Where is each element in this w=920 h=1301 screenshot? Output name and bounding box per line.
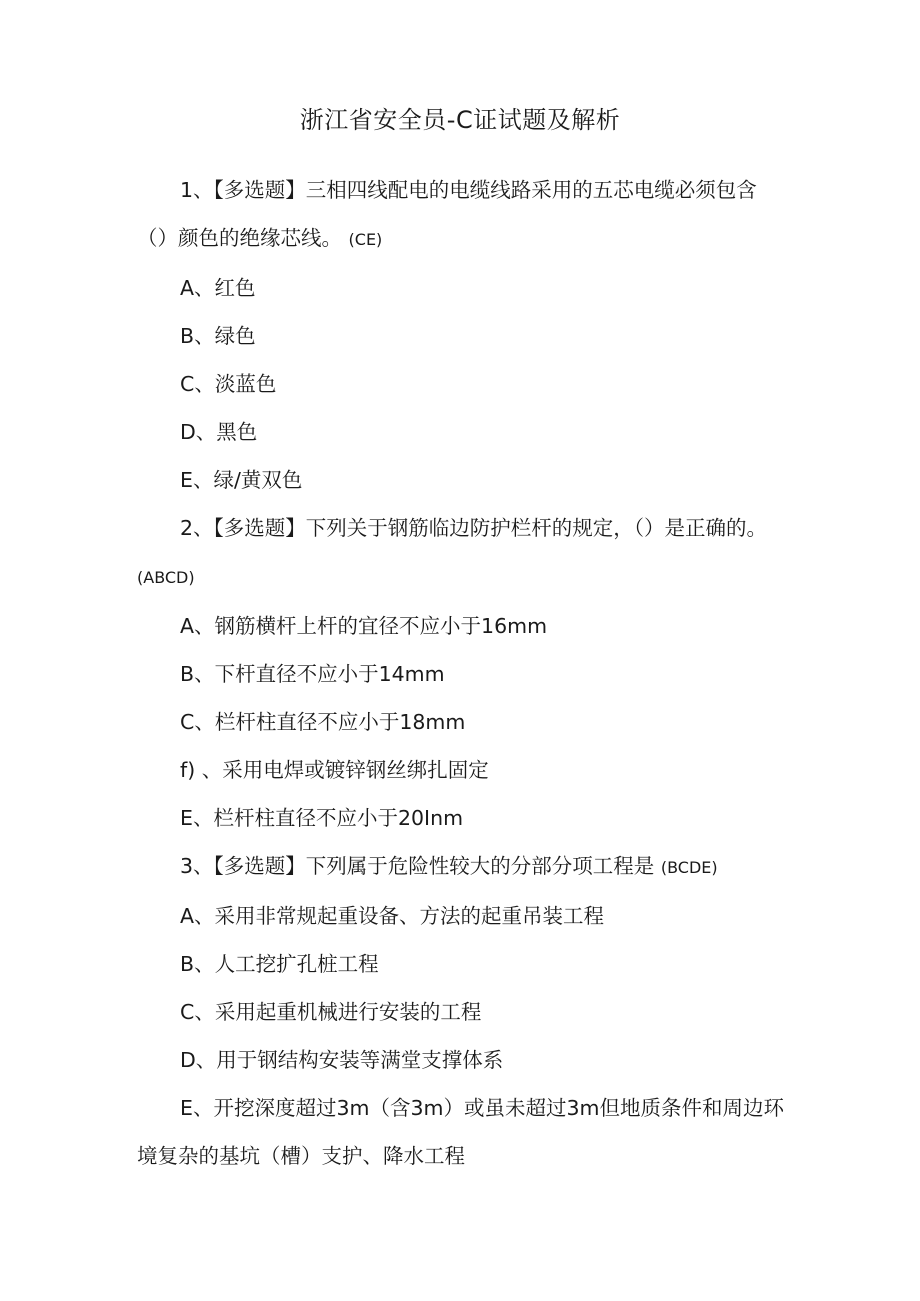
question-stem-text: 1、【多选题】三相四线配电的电缆线路采用的五芯电缆必须包含（）颜色的绝缘芯线。: [137, 178, 757, 250]
question-3-stem: [137, 842, 787, 892]
question-3-option-a: A、采用非常规起重设备、方法的起重吊装工程: [180, 904, 605, 928]
question-3-option-d: D、用于钢结构安装等满堂支撑体系: [180, 1048, 504, 1072]
question-3-option-e: E、开挖深度超过3m（含3m）或虽未超过3m但地质条件和周边环境复杂的基坑（槽）支护、降水工程: [137, 1096, 784, 1168]
question-1-option-d: D、黑色: [180, 420, 258, 444]
question-1-option-c: C、淡蓝色: [180, 372, 277, 396]
question-1-option-a: A、红色: [180, 276, 256, 300]
question-3-option-c: C、采用起重机械进行安装的工程: [180, 1000, 482, 1024]
question-stem-text: 2、【多选题】下列关于钢筋临边防护栏杆的规定，（）是正确的。: [180, 516, 768, 540]
question-answer: (BCDE): [660, 858, 718, 877]
question-1-stem: [137, 166, 787, 264]
question-1-option-e: E、绿/黄双色: [180, 468, 303, 492]
question-stem-text: 3、【多选题】下列属于危险性较大的分部分项工程是: [180, 854, 655, 878]
question-2-option-b: B、下杆直径不应小于14mm: [180, 662, 445, 686]
question-2-option-e: E、栏杆柱直径不应小于20Inm: [180, 806, 464, 830]
question-2-option-a: A、钢筋横杆上杆的宜径不应小于16mm: [180, 614, 548, 638]
question-3-option-b: B、人工挖扩孔桩工程: [180, 952, 379, 976]
document-title: 浙江省安全员-C证试题及解析: [299, 106, 621, 134]
document-body: [137, 166, 787, 1180]
question-2-stem: [137, 504, 787, 602]
question-2-option-d: f) 、采用电焊或镀锌钢丝绑扎固定: [180, 758, 489, 782]
question-answer: (CE): [348, 230, 383, 249]
question-2-option-c: C、栏杆柱直径不应小于18mm: [180, 710, 466, 734]
question-1-option-b: B、绿色: [180, 324, 256, 348]
question-answer: (ABCD): [137, 568, 195, 587]
